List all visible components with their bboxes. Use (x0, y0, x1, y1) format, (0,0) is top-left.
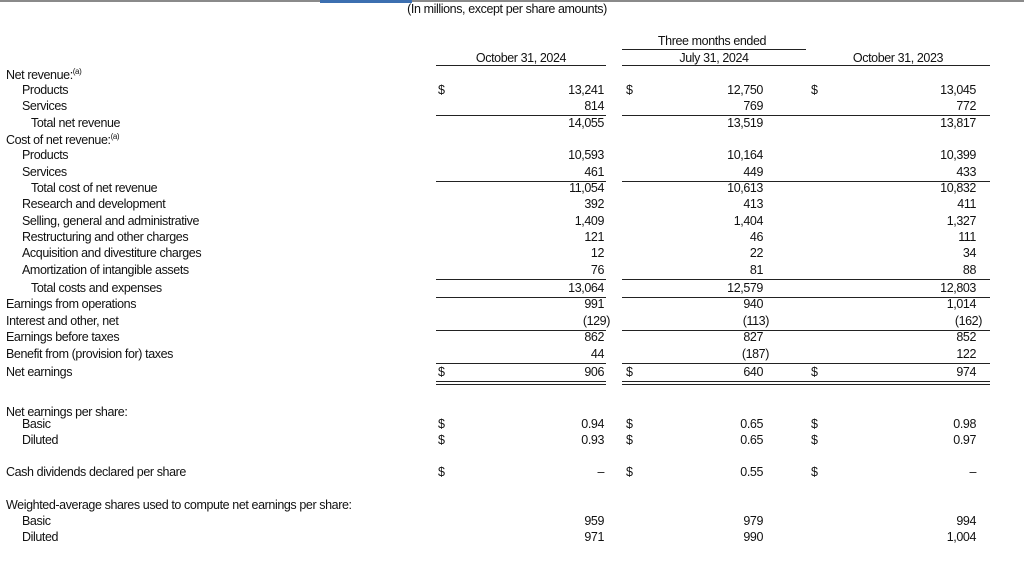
cell-value: 906 (584, 365, 604, 379)
cell-value: 13,817 (940, 116, 976, 130)
cell-value: 76 (590, 263, 604, 277)
total-rule (436, 381, 606, 382)
cell-value: 88 (962, 263, 976, 277)
row-label-text: Cash dividends declared per share (6, 465, 186, 479)
cell-value: 44 (590, 347, 604, 361)
total-rule (436, 363, 606, 364)
period-group-header: Three months ended (657, 34, 767, 48)
table-row (0, 347, 1024, 363)
currency-symbol: $ (811, 433, 818, 447)
cell-value: 392 (584, 197, 604, 211)
cell-value: (162) (954, 314, 982, 328)
cell-value: 34 (962, 246, 976, 260)
cell-value: 12,803 (940, 281, 976, 295)
table-row (0, 148, 1024, 164)
cell-value: 0.55 (740, 465, 763, 479)
table-row (0, 246, 1024, 262)
cell-value: 974 (956, 365, 976, 379)
cell-value: 413 (743, 197, 763, 211)
cell-value: 827 (743, 330, 763, 344)
cell-value: 0.94 (581, 417, 604, 431)
currency-symbol: $ (811, 465, 818, 479)
cell-value: 14,055 (568, 116, 604, 130)
row-label-text: Basic (22, 417, 51, 431)
currency-symbol: $ (626, 83, 633, 97)
row-label-text: Cost of net revenue: (6, 133, 111, 147)
currency-symbol: $ (626, 465, 633, 479)
row-label (6, 365, 72, 379)
row-label-text: Total net revenue (31, 116, 121, 130)
cell-value: 979 (743, 514, 763, 528)
row-label (22, 433, 58, 447)
currency-symbol: $ (626, 433, 633, 447)
row-label-text: Earnings before taxes (6, 330, 120, 344)
cell-value: 10,164 (727, 148, 763, 162)
cell-value: 0.65 (740, 417, 763, 431)
cell-value: 12 (590, 246, 604, 260)
row-label-text: Benefit from (provision for) taxes (6, 347, 174, 361)
table-row (0, 498, 1024, 514)
cell-value: 0.65 (740, 433, 763, 447)
row-label (31, 116, 120, 130)
cell-value: 10,593 (568, 148, 604, 162)
header-rule (622, 65, 806, 66)
cell-value: 0.93 (581, 433, 604, 447)
double-total-rule (622, 384, 806, 385)
cell-value: 13,064 (568, 281, 604, 295)
table-row (0, 417, 1024, 433)
row-label-text: Interest and other, net (6, 314, 119, 328)
currency-symbol: $ (438, 83, 445, 97)
row-label (22, 417, 51, 431)
row-label (6, 297, 136, 311)
row-label (22, 246, 201, 260)
currency-symbol: $ (438, 365, 445, 379)
cell-value: 449 (743, 165, 763, 179)
cell-value: 121 (584, 230, 604, 244)
cell-value: 971 (584, 530, 604, 544)
cell-value: 640 (743, 365, 763, 379)
row-label (22, 83, 68, 97)
column-header-oct-2023: October 31, 2023 (852, 51, 944, 65)
total-rule (806, 381, 990, 382)
currency-symbol: $ (811, 365, 818, 379)
table-row (0, 165, 1024, 181)
cell-value: 12,579 (727, 281, 763, 295)
cell-value: 852 (956, 330, 976, 344)
row-label (6, 347, 173, 361)
cell-value: 13,241 (568, 83, 604, 97)
row-label-text: Acquisition and divestiture charges (22, 246, 202, 260)
row-label-text: Services (22, 99, 67, 113)
row-label (6, 67, 81, 82)
table-row (0, 99, 1024, 115)
cell-value: 1,404 (733, 214, 763, 228)
cell-value: – (969, 465, 976, 479)
table-row (0, 214, 1024, 230)
footnote-marker: (a) (110, 132, 120, 141)
total-rule (806, 279, 990, 280)
column-header-jul-2024: July 31, 2024 (679, 51, 749, 65)
table-row (0, 83, 1024, 99)
row-label (22, 165, 67, 179)
total-rule (622, 279, 806, 280)
cell-value: 10,613 (727, 181, 763, 195)
total-rule (436, 279, 606, 280)
cell-value: – (597, 465, 604, 479)
group-rule (622, 49, 806, 50)
cell-value: (113) (742, 314, 769, 328)
row-label-text: Net revenue: (6, 68, 73, 82)
currency-symbol: $ (438, 465, 445, 479)
row-label-text: Earnings from operations (6, 297, 137, 311)
table-subtitle (0, 2, 1024, 16)
cell-value: 12,750 (727, 83, 763, 97)
cell-value: 990 (743, 530, 763, 544)
row-label (22, 197, 165, 211)
cell-value: 122 (956, 347, 976, 361)
table-row (0, 67, 1024, 83)
cell-value: 13,519 (727, 116, 763, 130)
row-label (6, 132, 119, 147)
cell-value: 0.97 (953, 433, 976, 447)
cell-value: 994 (956, 514, 976, 528)
row-label (22, 230, 188, 244)
row-label-text: Diluted (22, 433, 59, 447)
cell-value: (129) (582, 314, 610, 328)
table-row (0, 330, 1024, 346)
table-row (0, 314, 1024, 330)
row-label (22, 530, 58, 544)
row-label (22, 263, 189, 277)
row-label-text: Products (22, 83, 69, 97)
row-label-text: Total costs and expenses (31, 281, 162, 295)
table-row (0, 263, 1024, 279)
table-row (0, 230, 1024, 246)
row-label-text: Net earnings (6, 365, 73, 379)
row-label (6, 465, 186, 479)
column-header-oct-2024: October 31, 2024 (475, 51, 567, 65)
currency-symbol: $ (811, 83, 818, 97)
currency-symbol: $ (626, 417, 633, 431)
cell-value: 1,327 (946, 214, 976, 228)
cell-value: 862 (584, 330, 604, 344)
row-label (22, 148, 68, 162)
total-rule (622, 381, 806, 382)
row-label (22, 99, 67, 113)
table-row (0, 132, 1024, 148)
footnote-marker: (a) (72, 67, 82, 76)
currency-symbol: $ (811, 417, 818, 431)
subtitle-text: (In millions, except per share amounts) (407, 2, 607, 16)
table-row (0, 433, 1024, 449)
row-label (6, 314, 118, 328)
cell-value: 940 (743, 297, 763, 311)
cell-value: 959 (584, 514, 604, 528)
cell-value: (187) (741, 347, 769, 361)
cell-value: 22 (749, 246, 763, 260)
row-label-text: Selling, general and administrative (22, 214, 200, 228)
cell-value: 111 (958, 230, 976, 244)
cell-value: 10,399 (940, 148, 976, 162)
cell-value: 1,004 (946, 530, 976, 544)
row-label-text: Diluted (22, 530, 59, 544)
table-row (0, 297, 1024, 313)
table-row (0, 181, 1024, 197)
header-rule (436, 65, 606, 66)
row-label-text: Total cost of net revenue (31, 181, 158, 195)
cell-value: 13,045 (940, 83, 976, 97)
cell-value: 991 (584, 297, 604, 311)
cell-value: 461 (584, 165, 604, 179)
cell-value: 46 (749, 230, 763, 244)
cell-value: 11,054 (569, 181, 604, 195)
row-label (22, 214, 199, 228)
cell-value: 433 (956, 165, 976, 179)
row-label (31, 281, 162, 295)
table-row (0, 514, 1024, 530)
cell-value: 81 (749, 263, 763, 277)
row-label-text: Basic (22, 514, 51, 528)
cell-value: 814 (584, 99, 604, 113)
cell-value: 1,014 (946, 297, 976, 311)
row-label-text: Amortization of intangible assets (22, 263, 189, 277)
row-label-text: Products (22, 148, 69, 162)
total-rule (806, 363, 990, 364)
row-label-text: Weighted-average shares used to compute net earnings per share: (6, 498, 352, 512)
table-row (0, 530, 1024, 546)
row-label (31, 181, 157, 195)
cell-value: 10,832 (940, 181, 976, 195)
row-label (6, 498, 352, 512)
cell-value: 772 (956, 99, 976, 113)
cell-value: 1,409 (574, 214, 604, 228)
double-total-rule (806, 384, 990, 385)
row-label-text: Net earnings per share: (6, 405, 128, 419)
cell-value: 769 (743, 99, 763, 113)
double-total-rule (436, 384, 606, 385)
total-rule (622, 363, 806, 364)
row-label-text: Restructuring and other charges (22, 230, 189, 244)
currency-symbol: $ (438, 417, 445, 431)
currency-symbol: $ (626, 365, 633, 379)
table-row (0, 281, 1024, 297)
row-label-text: Services (22, 165, 67, 179)
table-row (0, 465, 1024, 481)
row-label (22, 514, 51, 528)
table-row (0, 197, 1024, 213)
header-rule (806, 65, 990, 66)
cell-value: 0.98 (953, 417, 976, 431)
cell-value: 411 (957, 197, 976, 211)
currency-symbol: $ (438, 433, 445, 447)
table-row (0, 116, 1024, 132)
row-label (6, 330, 119, 344)
row-label-text: Research and development (22, 197, 166, 211)
table-row (0, 365, 1024, 381)
